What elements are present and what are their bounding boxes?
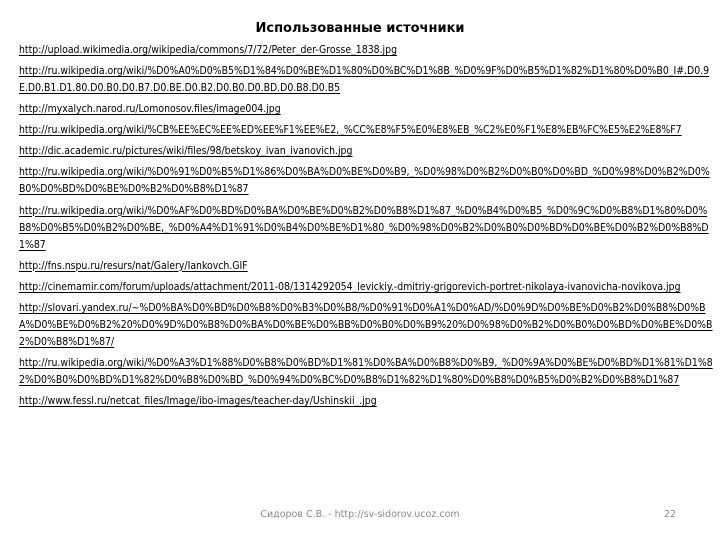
source-link[interactable]: http://fns.nspu.ru/resurs/nat/Galery/Iankovch.GIF — [19, 259, 248, 272]
source-link[interactable]: http://dic.academic.ru/pictures/wiki/files/98/betskoy_ivan_ivanovich.jpg — [19, 145, 353, 158]
source-link[interactable]: http://upload.wikimedia.org/wikipedia/commons/7/72/Peter_der-Grosse_1838.jpg — [19, 44, 398, 56]
slide-footer — [0, 509, 720, 523]
source-link[interactable]: http://cinemamir.com/forum/uploads/attachment/2011-08/1314292054_levickiy.-dmitriy-grigorevich-portret-nikolaya-ivanovicha-novikova.jpg — [19, 280, 681, 293]
source-link[interactable]: http://ru.wikipedia.org/wiki/%D0%AF%D0%BD%D0%BA%D0%BE%D0%B2%D0%B8%D1%87_%D0%B4%D0%B5_%D0%9C%D0%B8%D1%80%D0%B8%D0%B5%D0%B2%D0%BE,_%D0%A4%D1%91%D0%B4%D0%BE%D1%80_%D0%98%D0%B2%D0%B0%D0%BD%D0%BE%D0%B2%D0%B8%D1%87 — [19, 204, 709, 251]
source-link[interactable]: http://myxalych.narod.ru/Lomonosov.files/image004.jpg — [19, 103, 281, 116]
source-link[interactable]: http://ru.wikipedia.org/wiki/%D0%A0%D0%B5%D1%84%D0%BE%D1%80%D0%BC%D1%8B_%D0%9F%D0%B5%D1%82%D1%80%D0%B0_I#.D0.9E.D0.B1.D1.80.D0.B0.D0.B7.D0.BE.D0.B2.D0.B0.D0.BD.D0.B8.D0.B5 — [19, 65, 710, 95]
source-link[interactable]: http://www.fessl.ru/netcat_files/Image/ibo-images/teacher-day/Ushinskii_.jpg — [19, 395, 377, 408]
slide-title: Использованные источники — [255, 21, 465, 36]
source-link[interactable]: http://ru.wikipedia.org/wiki/%CB%EE%EC%EE%ED%EE%F1%EE%E2,_%CC%E8%F5%E0%E8%EB_%C2%E0%F1%E8%EB%FC%E5%E2%E8%F7 — [19, 124, 682, 137]
source-link[interactable]: http://ru.wikipedia.org/wiki/%D0%A3%D1%88%D0%B8%D0%BD%D1%81%D0%BA%D0%B8%D0%B9,_%D0%9A%D0%BE%D0%BD%D1%81%D1%82%D0%B0%D0%BD%D1%82%D0%B8%D0%BD_%D0%94%D0%BC%D0%B8%D1%82%D1%80%D0%B8%D0%B5%D0%B2%D0%B8%D1%87 — [19, 356, 713, 386]
source-link[interactable]: http://slovari.yandex.ru/~%D0%BA%D0%BD%D0%B8%D0%B3%D0%B8/%D0%91%D0%A1%D0%AD/%D0%9D%D0%BE%D0%B2%D0%B8%D0%BA%D0%BE%D0%B2%20%D0%9D%D0%B8%D0%BA%D0%BE%D0%BB%D0%B0%D0%B9%20%D0%98%D0%B2%D0%B0%D0%BD%D0%BE%D0%B2%D0%B8%D1%87/ — [19, 301, 713, 348]
footer-author: Сидоров С.В. - http://sv-sidorov.ucoz.com — [260, 509, 460, 520]
source-link[interactable]: http://ru.wikipedia.org/wiki/%D0%91%D0%B5%D1%86%D0%BA%D0%BE%D0%B9,_%D0%98%D0%B2%D0%B0%D0%BD_%D0%98%D0%B2%D0%B0%D0%BD%D0%BE%D0%B2%D0%B8%D1%87 — [19, 166, 710, 196]
sources-list — [19, 42, 713, 414]
page-number: 22 — [663, 509, 676, 520]
